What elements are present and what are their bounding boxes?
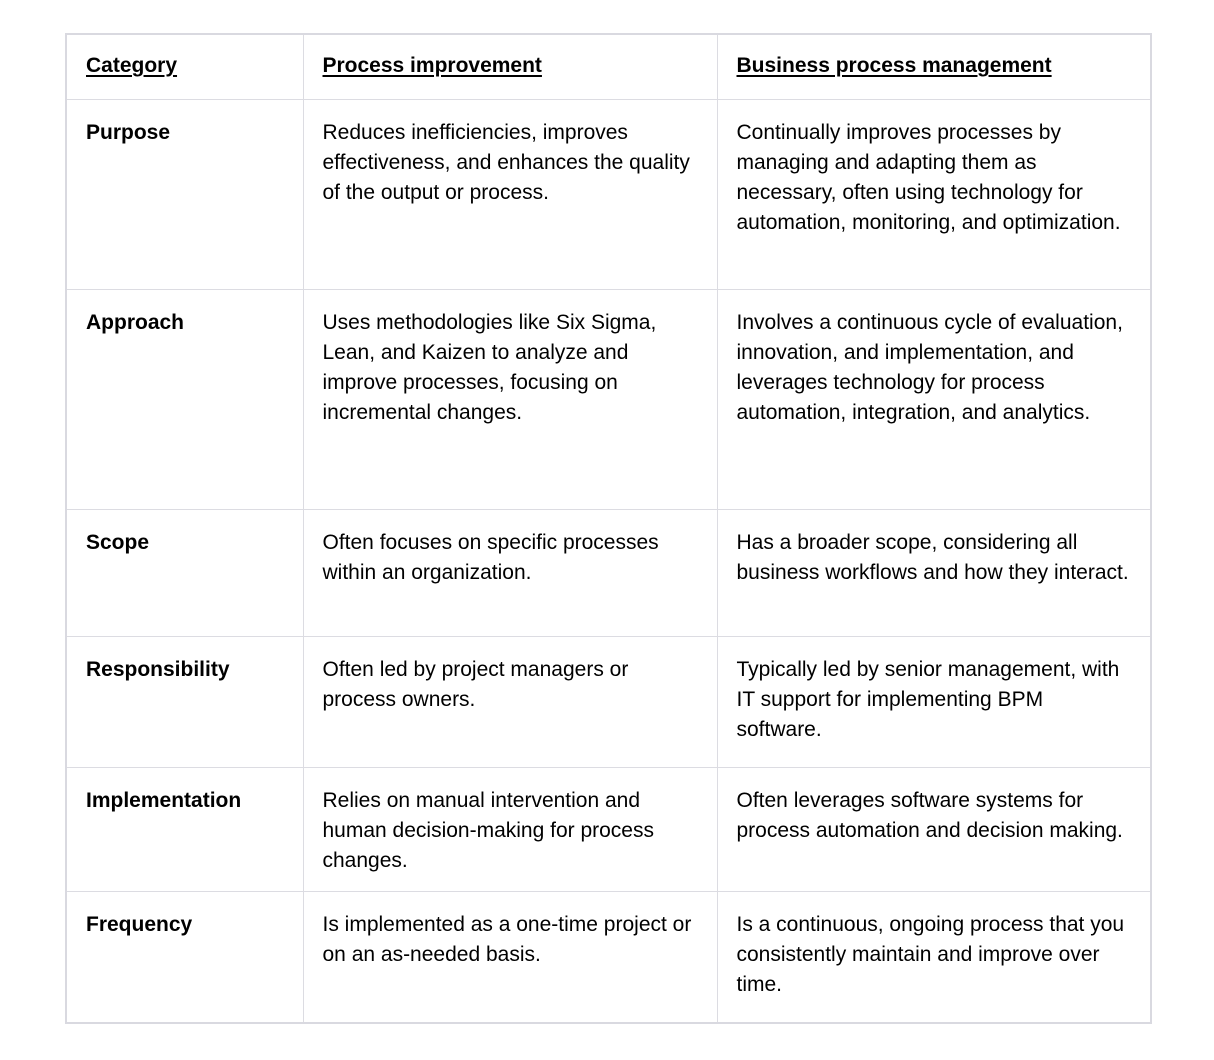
cell-scope-bpm: Has a broader scope, considering all business workflows and how they interact. — [717, 509, 1151, 636]
header-category: Category — [66, 34, 303, 99]
cell-implementation-process-improvement: Relies on manual intervention and human decision-making for process changes. — [303, 767, 717, 891]
cell-frequency-process-improvement: Is implemented as a one-time project or on an as-needed basis. — [303, 891, 717, 1023]
table-row-scope — [66, 509, 1151, 636]
row-label-purpose: Purpose — [66, 99, 303, 289]
row-label-responsibility: Responsibility — [66, 636, 303, 767]
table-row-purpose — [66, 99, 1151, 289]
cell-implementation-bpm: Often leverages software systems for process automation and decision making. — [717, 767, 1151, 891]
row-label-scope: Scope — [66, 509, 303, 636]
header-business-process-management: Business process management — [717, 34, 1151, 99]
table-row-frequency — [66, 891, 1151, 1023]
table-row-responsibility — [66, 636, 1151, 767]
cell-frequency-bpm: Is a continuous, ongoing process that you consistently maintain and improve over time. — [717, 891, 1151, 1023]
row-label-approach: Approach — [66, 289, 303, 509]
cell-scope-process-improvement: Often focuses on specific processes within an organization. — [303, 509, 717, 636]
cell-responsibility-process-improvement: Often led by project managers or process owners. — [303, 636, 717, 767]
row-label-frequency: Frequency — [66, 891, 303, 1023]
cell-approach-process-improvement: Uses methodologies like Six Sigma, Lean, and Kaizen to analyze and improve processes, focusing on incremental changes. — [303, 289, 717, 509]
row-label-implementation: Implementation — [66, 767, 303, 891]
cell-approach-bpm: Involves a continuous cycle of evaluation, innovation, and implementation, and leverages technology for process automation, integration, and analytics. — [717, 289, 1151, 509]
header-process-improvement: Process improvement — [303, 34, 717, 99]
table-row-approach — [66, 289, 1151, 509]
table-header-row — [66, 34, 1151, 99]
cell-purpose-bpm: Continually improves processes by managing and adapting them as necessary, often using technology for automation, monitoring, and optimization. — [717, 99, 1151, 289]
table-row-implementation — [66, 767, 1151, 891]
comparison-table — [65, 33, 1152, 1024]
cell-purpose-process-improvement: Reduces inefficiencies, improves effectiveness, and enhances the quality of the output or process. — [303, 99, 717, 289]
cell-responsibility-bpm: Typically led by senior management, with IT support for implementing BPM software. — [717, 636, 1151, 767]
